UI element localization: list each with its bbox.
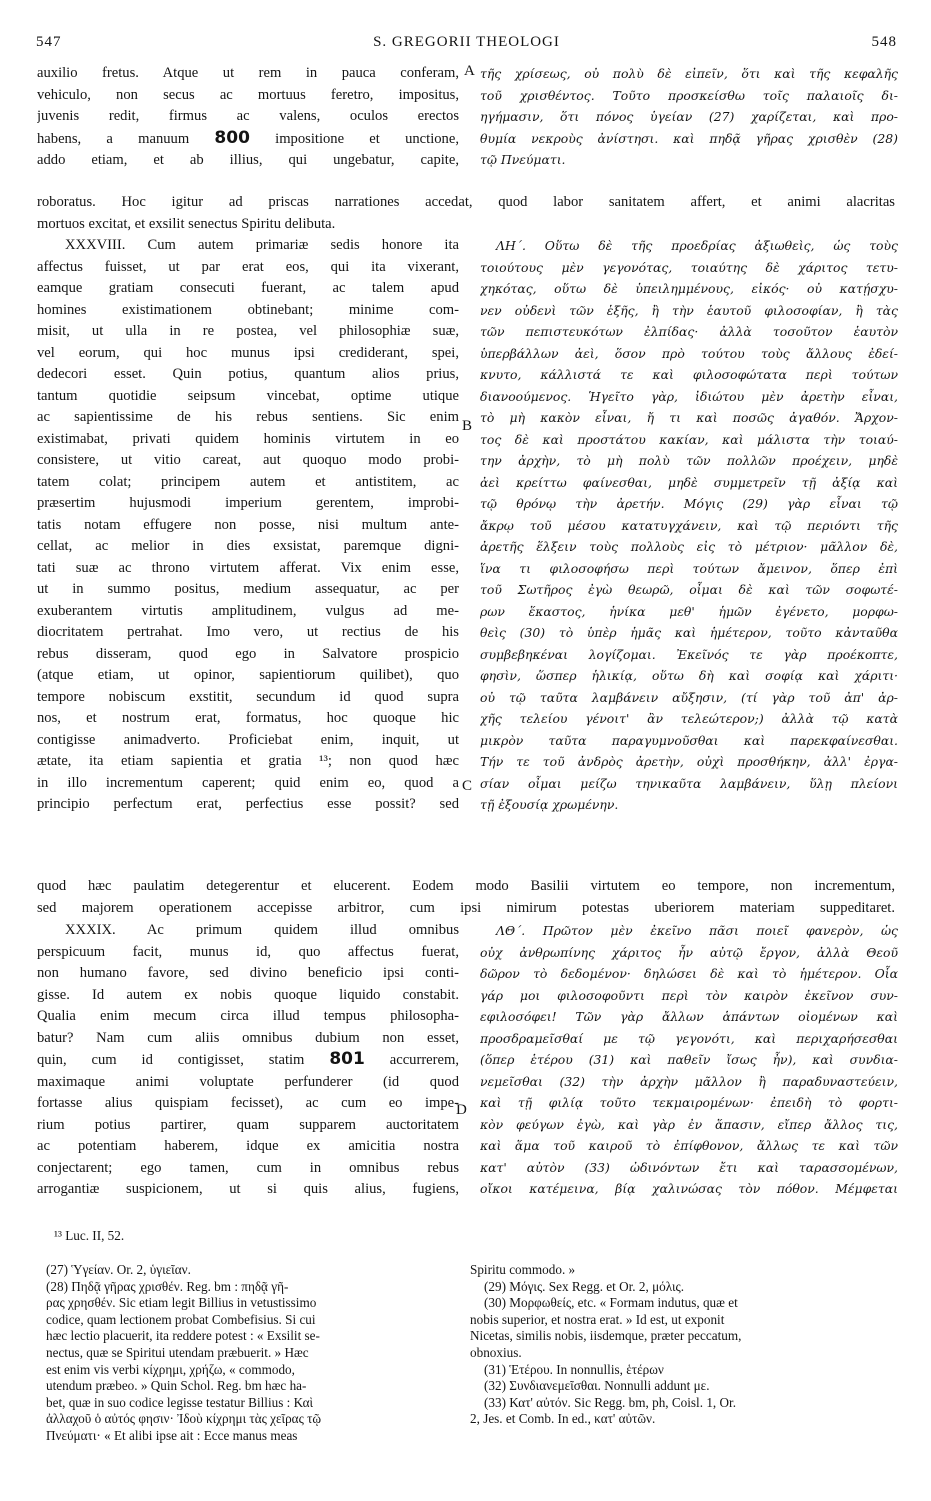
latin-line: ætate, ita etiam sapientia et gratia ¹³; non quod hæc xyxy=(37,753,459,769)
greek-line: τοῦ Σωτῆρος ἐγὼ θεωρῶ, οἶμαι δὲ καὶ τῶν σοφωτέ- xyxy=(480,582,898,597)
chapter-38-latin xyxy=(37,235,459,816)
greek-line: οἴκοι κατέμεινα, βίᾳ χαλινώσας τὸν πόθον. Μέμφεται xyxy=(480,1181,898,1196)
latin-line: Qualia enim mecum circa illud tempus philosopha- xyxy=(37,1008,459,1024)
latin-line: contigisse animadverto. Proficiebat enim, inquit, ut xyxy=(37,731,459,748)
latin-line: tatis notam effugere non posse, nisi multum ante- xyxy=(37,516,459,533)
latin-line: conjectarent; ego tamen, cum in omnibus rebus xyxy=(37,1159,459,1176)
latin-line-part: impositione et unctione, xyxy=(275,130,459,147)
footnote-line: ¹³ Luc. II, 52. xyxy=(54,1228,125,1243)
right-page-number: 548 xyxy=(871,34,897,50)
latin-line: ut in summo positus, medium assequatur, ac per xyxy=(37,581,459,597)
latin-full-width-2 xyxy=(37,876,895,919)
greek-line: δῶρον τὸ δεδομένον· δηλώσει δὲ καὶ τὸ ἡμέτερον. Οἷα xyxy=(480,966,898,981)
critical-notes-right xyxy=(470,1262,896,1428)
latin-line: in illo incrementum caperent; quid enim eo, quod a xyxy=(37,774,459,791)
latin-line: affectus fuisset, ut par erat eos, qui ita vixerant, xyxy=(37,258,459,275)
note-line: ἀλλαχοῦ ὁ αὐτός φησιν· Ἰδοὺ κίχρημι τὰς χεῖρας τῷ xyxy=(46,1411,322,1427)
note-line: nobis superior, et nostra erat. » Id est, ut exponit xyxy=(470,1311,725,1327)
latin-line-part: quin, cum id contigisset, statim xyxy=(37,1052,305,1068)
latin-line: tempore nobiscum exstitit, secundum id quod supra xyxy=(37,688,459,705)
greek-line: τοῦ χρισθέντος. Τοῦτο προσκείσθω τοῖς παλαιοῖς δι- xyxy=(480,87,898,103)
greek-line: ἄκρῳ τοῦ μέσου κατατυγχάνειν, καὶ τῷ περιόντι τῆς xyxy=(480,517,898,533)
latin-line: rebus disseram, quod ego in Salvatore prospicio xyxy=(37,645,459,662)
critical-notes-left xyxy=(46,1262,456,1445)
greek-line: χηκότας, οὕτω δὲ ὑπειλημμένους, εἰκός· οὐ κατῄσχυ- xyxy=(480,281,898,296)
note-line: est enim vis verbi κίχρημι, χρήζω, « commodo, xyxy=(46,1361,295,1377)
greek-line: τὸ μὴ κακὸν εἶναι, ἤ τι καὶ ποσῶς ἀγαθόν. Ἄρχον- xyxy=(480,410,898,425)
latin-line: tati suæ ac throno virtutem afferat. Vix enim esse, xyxy=(37,559,459,576)
note-line: ρας χρησθέν. Sic etiam legit Billius in vetustissimo xyxy=(46,1295,317,1311)
latin-line: roboratus. Hoc igitur ad priscas narrationes accedat, quod labor sanitatem affert, et animi alacritas xyxy=(37,194,895,210)
latin-line xyxy=(37,1049,459,1072)
greek-line: νεν οὐδενὶ τῶν ἑξῆς, ἢ τὴν ἑαυτοῦ φιλοσοφίαν, ἢ τὰς xyxy=(480,302,898,318)
greek-line: τῷ Πνεύματι. xyxy=(480,152,566,167)
note-line: (29) Μόγις. Sex Regg. et Or. 2, μόλις. xyxy=(484,1278,685,1294)
note-line: 2, Jes. et Comb. In ed., κατ' αὐτῶν. xyxy=(470,1411,656,1427)
note-line: utendum præbeo. » Quin Schol. Reg. bm hæc ha- xyxy=(46,1378,307,1394)
greek-line: τος δὲ καὶ προστάτου κακίαν, καὶ μάλιστα τὴν τοιαύ- xyxy=(480,431,898,447)
greek-line: συμβεβηκέναι λογίζομαι. Ἐκεῖνός τε γὰρ προέκοπτε, xyxy=(480,646,898,662)
greek-line: διανοούμενος. Ἡγεῖτο γὰρ, ἰδιώτου μὲν ἀρετὴν εἶναι, xyxy=(480,388,898,404)
greek-line: τοιούτους μὲν γεγονότας, τοιαύτης δὲ χάριτος τετυ- xyxy=(480,259,898,275)
latin-line: (atque etiam, ut opinor, sapientiorum quilibet), quo xyxy=(37,667,459,683)
column-number-800: 800 xyxy=(214,127,250,148)
latin-line: arrogantiæ suspicionem, ut si quis alius, fugiens, xyxy=(37,1181,459,1197)
greek-line: καὶ τῇ φιλίᾳ τοῦτο τεκμαιρομένων· ἐπειδὴ τὸ φορτι- xyxy=(480,1095,898,1110)
latin-line: tantum quotidie seipsum vincebat, optime utique xyxy=(37,387,459,404)
latin-line: auxilio fretus. Atque ut rem in pauca conferam, xyxy=(37,65,459,81)
chapter-39-latin xyxy=(37,920,459,1201)
greek-line: ηγήμασιν, ὅτι πόνος ὑγείαν (27) χαρίζεται, καὶ προ- xyxy=(480,109,898,124)
greek-line: ρων ἕκαστος, ἡνίκα μεθ' ἡμῶν ἐγένετο, μορφω- xyxy=(480,603,898,619)
latin-line-part: accurrerem, xyxy=(389,1052,459,1068)
greek-line: ἀρετῆς ἕλξειν τοὺς πολλοὺς εἰς τὸ μέτριον· μᾶλλον δὲ, xyxy=(480,539,898,554)
note-line: (27) Ὑγείαν. Or. 2, ὑγιεῖαν. xyxy=(46,1262,191,1277)
note-line: codice, quam lectionem probat Combefisius. Si cui xyxy=(46,1311,316,1327)
greek-line: ΛΗ΄. Οὕτω δὲ τῆς προεδρίας ἀξιωθεὶς, ὡς τοὺς xyxy=(496,238,898,253)
latin-line: ac sapientissime de his rebus sentiens. Sic enim xyxy=(37,409,459,425)
greek-line: κατ' αὐτὸν (33) ὠδινόντων ἔτι καὶ ταρασσομένων, xyxy=(480,1159,898,1175)
greek-line: τῷ θρόνῳ τὴν ἀρετήν. Μόγις (29) γὰρ εἶναι τῷ xyxy=(480,496,898,511)
latin-line: rium potius partirer, quam supparem auctoritatem xyxy=(37,1116,459,1133)
latin-full-width-1 xyxy=(37,192,895,235)
note-line: Spiritu commodo. » xyxy=(470,1262,576,1277)
latin-line: sed majorem operationem accepisse arbitror, cum ipsi nimirum potestas uberiorem materiam suppeditaret. xyxy=(37,899,895,916)
latin-line: homines existimationem obtinebant; minime com- xyxy=(37,301,459,318)
latin-line: tatem colat; principem autem et antistitem, ac xyxy=(37,473,459,490)
latin-top-column xyxy=(37,63,459,172)
greek-line: θεὶς (30) τὸ ὑπὲρ ἡμᾶς καὶ ἡμέτερον, τοῦτο κἀνταῦθα xyxy=(480,625,898,640)
chapter-38-greek xyxy=(480,235,898,816)
latin-line: principio perfectum erat, perfectius esse possit? sed xyxy=(37,796,459,812)
note-line: (32) Συνδιανεμεῖσθαι. Nonnulli addunt με. xyxy=(484,1378,710,1394)
latin-line: præsertim hujusmodi imperium gerentem, improbi- xyxy=(37,495,459,511)
greek-line: μικρὸν ταῦτα παραγυμνοῦσθαι καὶ παρεκφαίνεσθαι. xyxy=(480,732,898,748)
latin-line: juvenis redit, firmus ac valens, oculos erectos xyxy=(37,108,459,124)
greek-line: εφιλοσόφει! Τῶν γὰρ ἄλλων ἁπάντων οἰομένων καὶ xyxy=(480,1009,898,1024)
latin-line: addo etiam, et ab illius, qui ungebatur, capite, xyxy=(37,152,459,168)
latin-line: exuberantem virtutis amplitudinem, vulgus ad me- xyxy=(37,602,459,619)
greek-line: νεμεῖσθαι (32) τὴν ἀρχὴν μᾶλλον ἢ παραδυναστεύειν, xyxy=(480,1073,898,1089)
greek-line: (ὅπερ ἑτέρου (31) καὶ παθεῖν ἴσως ἦν), καὶ συνδια- xyxy=(480,1052,898,1067)
greek-line: καὶ ἅμα τοῦ καιροῦ τὸ ἐπίφθονον, ἄλλως τε καὶ τῶν xyxy=(480,1138,898,1153)
margin-mark-b: B xyxy=(462,418,473,434)
latin-line: vel eorum, qui hoc munus ipsi crediderant, spei, xyxy=(37,344,459,361)
note-line: obnoxius. xyxy=(470,1344,522,1360)
greek-line: τῶν πεπιστευκότων ἐλπίδας· ἀλλὰ τοσοῦτον ἑαυτὸν xyxy=(480,324,898,339)
latin-line: eamque gratiam consecuti fuerant, ac talem apud xyxy=(37,280,459,296)
column-number-801: 801 xyxy=(329,1049,365,1069)
note-line: (31) Ἑτέρου. In nonnullis, ἑτέρων xyxy=(484,1361,664,1377)
note-line: nectus, quæ se Spiritui utendam præbuerit. » Hæc xyxy=(46,1344,309,1360)
latin-line: ac potentiam haberem, idque ex amicitia nostra xyxy=(37,1138,459,1154)
scripture-footnote xyxy=(54,1228,414,1245)
latin-line: nos, et nostrum erat, formatus, hoc quoque hic xyxy=(37,710,459,726)
greek-line: τῇ ἐξουσίᾳ χρωμένην. xyxy=(480,797,619,812)
latin-line xyxy=(37,128,459,151)
latin-line: batur? Nam cum aliis omnibus dubium non esset, xyxy=(37,1029,459,1046)
latin-line: maximaque animi voluptate perfunderer (id quod xyxy=(37,1073,459,1090)
latin-line: cellat, ac melior in dies exsistat, paremque digni- xyxy=(37,538,459,554)
margin-mark-a: A xyxy=(464,63,475,79)
greek-line: φησὶν, ὥσπερ ἡλικίᾳ, οὕτω δὴ καὶ σοφίᾳ καὶ χάριτι· xyxy=(480,668,898,683)
greek-line: ΛΘ΄. Πρῶτον μὲν ἐκεῖνο πᾶσι ποιεῖ φανερὸν, ὡς xyxy=(496,923,898,938)
note-line: Nicetas, similis nobis, iisdemque, præter peccatum, xyxy=(470,1328,742,1344)
greek-line: κὸν φεύγων ἐγὼ, καὶ γὰρ ἐν ἅπασιν, εἴπερ ἄλλος τις, xyxy=(480,1116,898,1132)
greek-line: ἵνα τι φιλοσοφήσω περὶ τούτων ἄμεινον, ὅπερ ἐπὶ xyxy=(480,560,898,576)
greek-line: οὐ τῷ ταῦτα λαμβάνειν αὔξησιν, (τί γὰρ τοῦ ἀπ' ἀρ- xyxy=(480,689,898,705)
latin-line: existimabat, privati quidem hominis virtutem in eo xyxy=(37,430,459,447)
greek-top-column xyxy=(480,63,898,171)
note-line: bet, quæ in suo codice legisse testatur Billius : Καὶ xyxy=(46,1394,314,1410)
greek-line: σίαν οἶμαι μείζω τηνικαῦτα λαμβάνειν, ὕλῃ πλείονι xyxy=(480,775,898,791)
latin-line: consistere, ut vitio careat, aut quoquo modo probi- xyxy=(37,452,459,468)
greek-line: χῆς τελείου γένοιτ' ἂν τελεώτερον;) ἀλλὰ τῷ κατὰ xyxy=(480,711,898,726)
latin-line: fortasse alius quispiam fecisset), ac cum eo impe- xyxy=(37,1095,459,1111)
running-header xyxy=(36,34,897,58)
margin-mark-c: C xyxy=(462,778,473,794)
greek-line: θυμία νεκροὺς ἀνίστησι. καὶ πηδᾷ γῆρας χρισθὲν (28) xyxy=(480,130,898,146)
latin-line: XXXVIII. Cum autem primariæ sedis honore ita xyxy=(65,237,459,253)
greek-line: Τήν τε τοῦ ἀνδρὸς ἀρετὴν, οὐχὶ προσθήκην, ἀλλ' ἐργα- xyxy=(480,754,898,769)
greek-line: ἀεὶ κρείττω φαίνεσθαι, μηδὲ συμμετρεῖν τῇ ἀξίᾳ καὶ xyxy=(480,474,898,490)
margin-mark-d: D xyxy=(456,1102,467,1118)
left-page-number: 547 xyxy=(36,34,62,50)
greek-line: οὐχ ἀνθρωπίνης χάριτος ἦν αὐτῷ ἔργον, ἀλλὰ Θεοῦ xyxy=(480,944,898,960)
latin-line-part: habens, a manuum xyxy=(37,130,190,147)
latin-line: dedecori esset. Quin potius, quantum alios prius, xyxy=(37,366,459,382)
greek-line: προσδραμεῖσθαί με τῷ γεγονότι, καὶ περιχαρήσεσθαι xyxy=(480,1030,898,1046)
latin-line: misit, ut ulla in re postea, vel philosophiæ suæ, xyxy=(37,323,459,339)
greek-line: κνυτο, κάλλιστά τε καὶ φιλοσοφώτατα περὶ τούτων xyxy=(480,367,898,382)
latin-line: XXXIX. Ac primum quidem illud omnibus xyxy=(65,922,459,938)
note-line: (33) Κατ' αὐτόν. Sic Regg. bm, ph, Coisl. 1, Or. xyxy=(484,1394,736,1410)
note-line: (28) Πηδᾷ γῆρας χρισθέν. Reg. bm : πηδᾷ γῆ- xyxy=(46,1278,289,1294)
latin-line: vehiculo, non secus ac mortuus feretro, impositus, xyxy=(37,86,459,103)
latin-line: non humano favore, sed divino beneficio ipsi conti- xyxy=(37,965,459,981)
latin-line: mortuos excitat, et exsilit senectus Spiritu delibuta. xyxy=(37,215,336,232)
greek-line: τῆς χρίσεως, οὐ πολὺ δὲ εἰπεῖν, ὅτι καὶ τῆς κεφαλῆς xyxy=(480,66,898,81)
latin-line: quod hæc paulatim detegerentur et elucerent. Eodem modo Basilii virtutem eo tempore, non incrementum, xyxy=(37,878,895,894)
note-line: (30) Μορφωθείς, etc. « Formam indutus, quæ et xyxy=(484,1295,738,1311)
note-line: Πνεύματι· « Et alibi ipse ait : Ecce manus meas xyxy=(46,1427,298,1443)
latin-line: perspicuum facit, munus id, quo affectus fuerat, xyxy=(37,943,459,960)
greek-line: γάρ μοι φιλοσοφοῦντι περὶ τὸν καιρὸν ἐκεῖνον συν- xyxy=(480,987,898,1003)
latin-line: gisse. Id autem ex nobis quoque liquido constabit. xyxy=(37,986,459,1003)
greek-line: την ἀρχὴν, τὸ μὴ πολὺ τῶν πολλῶν προέχειν, μηδὲ xyxy=(480,453,898,468)
latin-line: diocritatem pertrahat. Imo vero, ut rectius de his xyxy=(37,624,459,640)
chapter-39-greek xyxy=(480,920,898,1200)
greek-line: ὑπερβάλλων ἀεὶ, ὅσον πρὸ τούτου τοὺς ἄλλους ἐδεί- xyxy=(480,345,898,361)
running-title: S. GREGORII THEOLOGI xyxy=(373,34,560,50)
note-line: hæc lectio placuerit, ita reddere potest : « Exsilit se- xyxy=(46,1328,320,1344)
